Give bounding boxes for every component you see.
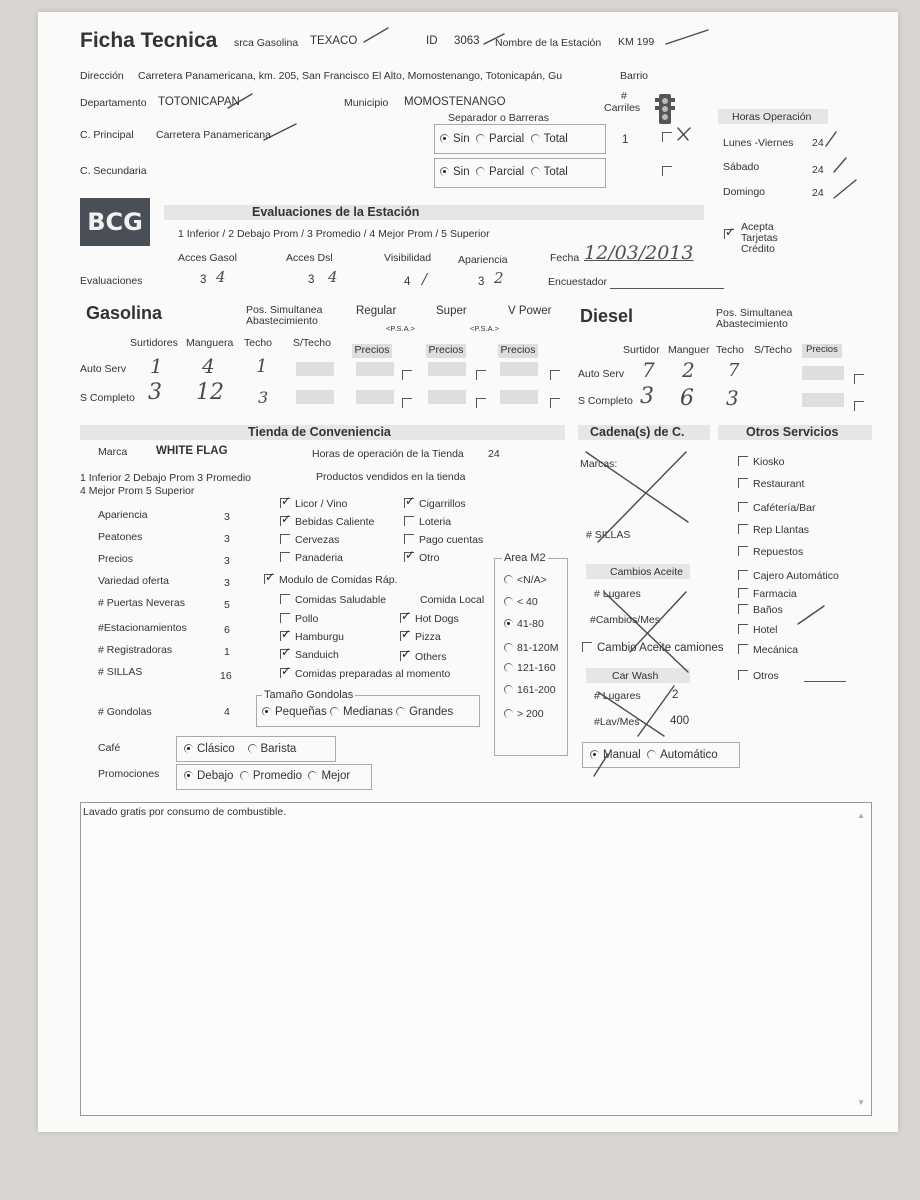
scroll-up-icon[interactable]: ▲ — [857, 811, 865, 820]
metric-neveras-label: # Puertas Neveras — [98, 597, 185, 609]
col-acces-gasol: Acces Gasol — [178, 252, 237, 264]
psa-2: <P.S.A.> — [470, 324, 500, 333]
psa-1: <P.S.A.> — [386, 324, 416, 333]
tienda-horas-label: Horas de operación de la Tienda — [312, 448, 464, 460]
col-surtidores: Surtidores — [130, 337, 178, 349]
eval-printed-3[interactable]: 4 — [404, 276, 411, 288]
gas-row2-manguera[interactable]: 12 — [196, 380, 224, 405]
precios-regular: Precios — [352, 344, 392, 358]
cambios-lugares-label: # Lugares — [594, 588, 641, 600]
horas-day-3: Domingo — [723, 186, 766, 198]
gas-row2-label: S Completo — [80, 392, 135, 404]
eval-printed-1[interactable]: 3 — [200, 274, 207, 286]
tienda-scale-1: 1 Inferior 2 Debajo Prom 3 Promedio — [80, 472, 251, 484]
area-option-41-80[interactable]: 41-80 — [504, 618, 544, 630]
gas-row1-label: Auto Serv — [80, 363, 127, 375]
prod-loteria[interactable]: Loteria — [404, 516, 451, 528]
metric-registradoras-value[interactable]: 1 — [224, 646, 230, 658]
eval-hand-1: 4 — [216, 268, 226, 286]
marcas-label: Marcas: — [580, 458, 618, 470]
horas-value-2[interactable]: 24 — [812, 164, 824, 176]
gas-row2-check-regular[interactable] — [402, 394, 417, 412]
precios-vpower: Precios — [498, 344, 538, 358]
area-option-na[interactable]: <N/A> — [504, 574, 547, 586]
radio-medianas[interactable] — [330, 707, 339, 716]
radio-grandes[interactable] — [396, 707, 405, 716]
otro-rep-llantas[interactable]: Rep Llantas — [738, 524, 809, 536]
cafe-label: Café — [98, 742, 121, 754]
radio-clasico[interactable] — [184, 744, 193, 753]
col-techo-dsl: Techo — [716, 344, 745, 356]
gas-row2-check-super[interactable] — [476, 394, 491, 412]
horas-value-1[interactable]: 24 — [812, 137, 824, 149]
comida-preparadas[interactable]: ✓Comidas preparadas al momento — [280, 668, 450, 680]
gas-row1-stecho[interactable] — [296, 362, 334, 376]
encuestador-field[interactable] — [610, 288, 724, 289]
depto-value[interactable]: TOTONICAPAN — [158, 96, 240, 108]
cafe-options[interactable]: Clásico Barista — [184, 743, 296, 755]
promo-options[interactable]: Debajo Promedio Mejor — [184, 770, 350, 782]
radio-promedio[interactable] — [240, 771, 249, 780]
dsl-row1-check[interactable] — [854, 370, 869, 388]
precios-super: Precios — [426, 344, 466, 358]
cw-options[interactable]: Manual Automático — [590, 749, 718, 761]
metric-precios-label: Precios — [98, 553, 134, 565]
gas-row1-price-super[interactable] — [428, 362, 466, 376]
carril-checkbox-1[interactable] — [662, 128, 677, 146]
cadena-title: Cadena(s) de C. — [590, 425, 685, 439]
eval-hand-2: 4 — [328, 268, 338, 286]
direccion-value[interactable]: Carretera Panamericana, km. 205, San Francisco El Alto, Momostenango, Totonicapán, Gu — [138, 70, 563, 82]
radio-pequenas[interactable] — [262, 707, 271, 716]
eval-hand-4: 2 — [494, 269, 504, 287]
gas-row1-price-regular[interactable] — [356, 362, 394, 376]
dsl-row1-surtidor[interactable]: 7 — [642, 358, 655, 382]
col-acces-dsl: Acces Dsl — [286, 252, 333, 264]
area-title: Area M2 — [504, 552, 546, 564]
dsl-row2-price[interactable] — [802, 393, 844, 407]
otro-banos[interactable]: Baños — [738, 604, 783, 616]
metric-estacionamientos-label: #Estacionamientos — [98, 622, 187, 634]
gas-row1-manguera[interactable]: 4 — [202, 354, 215, 378]
metric-estacionamientos-value[interactable]: 6 — [224, 624, 230, 636]
gasolina-pos-label: Pos. Simultanea Abastecimiento — [246, 304, 323, 327]
evaluaciones-scale: 1 Inferior / 2 Debajo Prom / 3 Promedio / 4 Mejor Prom / 5 Superior — [178, 228, 490, 240]
marca-value[interactable]: TEXACO — [310, 35, 358, 47]
tienda-marca-label: Marca — [98, 446, 128, 458]
col-manguera: Manguera — [186, 337, 234, 349]
metric-peatones-label: Peatones — [98, 531, 143, 543]
direccion-label: Dirección — [80, 70, 124, 82]
dsl-row1-price[interactable] — [802, 366, 844, 380]
otro-mecanica[interactable]: Mecánica — [738, 644, 798, 656]
municipio-label: Municipio — [344, 97, 389, 109]
horas-value-3[interactable]: 24 — [812, 187, 824, 199]
gondolas-title: Tamaño Gondolas — [264, 689, 354, 701]
traffic-light-icon — [654, 92, 676, 131]
comida-local[interactable]: Comida Local — [420, 594, 485, 606]
dsl-row2-label: S Completo — [578, 395, 633, 407]
metric-neveras-value[interactable]: 5 — [224, 599, 230, 611]
radio-barista[interactable] — [248, 744, 257, 753]
metric-sillas-label: # SILLAS — [98, 666, 143, 678]
municipio-value[interactable]: MOMOSTENANGO — [404, 96, 506, 108]
metric-gondolas-value[interactable]: 4 — [224, 706, 230, 718]
dsl-row1-label: Auto Serv — [578, 368, 625, 380]
gas-row1-techo[interactable]: 1 — [256, 356, 268, 377]
comida-hot-dogs[interactable]: ✓ Hot Dogs — [400, 613, 459, 625]
dsl-row1-techo[interactable]: 7 — [728, 360, 740, 381]
col-manguer: Manguer — [668, 344, 710, 356]
gas-row2-price-vpower[interactable] — [500, 390, 538, 404]
otro-hotel[interactable]: Hotel — [738, 624, 778, 636]
tienda-marca-value[interactable]: WHITE FLAG — [156, 445, 228, 457]
otro-kiosko[interactable]: Kiosko — [738, 456, 785, 468]
gas-row1-check-regular[interactable] — [402, 366, 417, 384]
otro-otros[interactable]: Otros — [738, 670, 779, 682]
carriles-value[interactable]: 1 — [622, 134, 629, 146]
separador-options-1[interactable]: Sin Parcial Total — [440, 133, 568, 145]
tarjetas-checkbox[interactable] — [724, 225, 739, 243]
radio-total-1[interactable] — [531, 134, 540, 143]
dsl-row2-check[interactable] — [854, 397, 869, 415]
area-group — [494, 558, 568, 756]
gas-row2-stecho[interactable] — [296, 390, 334, 404]
principal-label: C. Principal — [80, 129, 134, 141]
evaluaciones-row-label: Evaluaciones — [80, 275, 143, 287]
dsl-row2-techo[interactable]: 3 — [726, 386, 739, 410]
id-value[interactable]: 3063 — [454, 35, 480, 47]
comida-hamburgu[interactable]: ✓Hamburgu — [280, 631, 344, 643]
carriles-hash: # — [621, 90, 627, 102]
area-option-200[interactable]: > 200 — [504, 708, 544, 720]
productos-title: Productos vendidos en la tienda — [316, 471, 466, 483]
estacion-label: Nombre de la Estación — [495, 37, 602, 49]
cw-mes-label: #Lav/Mes — [594, 716, 640, 728]
metric-registradoras-label: # Registradoras — [98, 644, 173, 656]
tienda-horas-value[interactable]: 24 — [488, 448, 500, 460]
metric-variedad-value[interactable]: 3 — [224, 577, 230, 589]
gas-row2-surtidores[interactable]: 3 — [148, 380, 162, 405]
secundaria-label: C. Secundaria — [80, 165, 147, 177]
eval-hand-3: / — [422, 270, 428, 288]
product-vpower: V Power — [508, 305, 552, 317]
dsl-row2-manguer[interactable]: 6 — [680, 386, 694, 411]
cambios-title: Cambios Aceite — [610, 566, 683, 578]
area-option-81-120[interactable]: 81-120M — [504, 642, 558, 654]
cambios-mes-label: #Cambios/Mes — [590, 614, 661, 626]
otro-restaurant[interactable]: Restaurant — [738, 478, 804, 490]
gas-row1-check-vpower[interactable] — [550, 366, 565, 384]
evaluaciones-bar — [164, 205, 704, 220]
gas-row2-check-vpower[interactable] — [550, 394, 565, 412]
prod-cigarrillos[interactable]: ✓ Cigarrillos — [404, 498, 466, 510]
diesel-pos-label: Pos. Simultanea Abastecimiento — [716, 307, 793, 330]
horas-day-2: Sábado — [723, 161, 760, 173]
diesel-precios: Precios — [802, 344, 842, 358]
gas-row2-price-super[interactable] — [428, 390, 466, 404]
separador-options-2[interactable]: Sin Parcial Total — [440, 166, 568, 178]
metric-peatones-value[interactable]: 3 — [224, 533, 230, 545]
prod-licor[interactable]: ✓Licor / Vino — [280, 498, 347, 510]
radio-debajo[interactable] — [184, 771, 193, 780]
radio-parcial-2[interactable] — [476, 167, 485, 176]
carriles-label: Carriles — [604, 102, 641, 114]
col-stecho: S/Techo — [293, 337, 331, 349]
radio-manual[interactable] — [590, 750, 599, 759]
dsl-row1-manguer[interactable]: 2 — [682, 358, 695, 382]
otro-farmacia[interactable]: Farmacia — [738, 588, 797, 600]
form-title: Ficha Tecnica — [80, 29, 218, 52]
area-option-121-160[interactable]: 121-160 — [504, 662, 556, 674]
gas-row2-price-regular[interactable] — [356, 390, 394, 404]
otro-repuestos[interactable]: Repuestos — [738, 546, 803, 558]
comida-sanduich[interactable]: ✓Sanduich — [280, 649, 339, 661]
diesel-title: Diesel — [580, 306, 634, 326]
radio-parcial-1[interactable] — [476, 134, 485, 143]
otro-cafeteria[interactable]: Cafétería/Bar — [738, 502, 815, 514]
comida-saludable[interactable]: Comidas Saludable — [280, 594, 386, 606]
fecha-value[interactable]: 12/03/2013 — [584, 242, 694, 264]
carwash-title: Car Wash — [612, 670, 659, 682]
metric-variedad-label: Variedad oferta — [98, 575, 170, 587]
gas-row2-techo[interactable]: 3 — [258, 388, 269, 407]
fecha-label: Fecha — [550, 252, 580, 264]
prod-panaderia[interactable]: Panaderia — [280, 552, 343, 564]
otros-title: Otros Servicios — [746, 425, 839, 439]
col-techo: Techo — [244, 337, 273, 349]
col-visibilidad: Visibilidad — [384, 252, 432, 264]
principal-value[interactable]: Carretera Panamericana — [156, 129, 271, 141]
cadena-sillas-label: # SILLAS — [586, 529, 631, 541]
prod-bebidas[interactable]: ✓Bebidas Caliente — [280, 516, 374, 528]
radio-total-2[interactable] — [531, 167, 540, 176]
notes-text: Lavado gratis por consumo de combustible. — [83, 806, 287, 818]
comida-others[interactable]: ✓ Others — [400, 651, 447, 663]
metric-sillas-value[interactable]: 16 — [220, 670, 232, 682]
gasolina-title: Gasolina — [86, 303, 163, 323]
encuestador-label: Encuestador — [548, 276, 607, 288]
tarjetas-label: Acepta Tarjetas Crédito — [741, 221, 778, 255]
metric-precios-value[interactable]: 3 — [224, 555, 230, 567]
col-stecho-dsl: S/Techo — [754, 344, 792, 356]
cw-mes-value[interactable]: 400 — [670, 715, 690, 727]
product-regular: Regular — [356, 305, 397, 317]
radio-sin-2[interactable] — [440, 167, 449, 176]
estacion-value[interactable]: KM 199 — [618, 36, 655, 48]
comida-pizza[interactable]: ✓ Pizza — [400, 631, 441, 643]
notes-textarea[interactable] — [80, 802, 872, 1116]
tienda-title: Tienda de Conveniencia — [248, 425, 391, 439]
scroll-down-icon[interactable]: ▼ — [857, 1098, 865, 1107]
gas-row1-check-super[interactable] — [476, 366, 491, 384]
id-label: ID — [426, 35, 438, 47]
col-apariencia: Apariencia — [458, 254, 508, 266]
dsl-row2-surtidor[interactable]: 3 — [640, 384, 654, 409]
carril-checkbox-2[interactable] — [662, 162, 677, 180]
gas-row1-price-vpower[interactable] — [500, 362, 538, 376]
radio-sin-1[interactable] — [440, 134, 449, 143]
promo-label: Promociones — [98, 768, 160, 780]
horas-title: Horas Operación — [732, 111, 812, 123]
modulo-comidas[interactable]: ✓Modulo de Comidas Ráp. — [264, 574, 397, 586]
prod-cervezas[interactable]: Cervezas — [280, 534, 339, 546]
prod-pago-cuentas[interactable]: Pago cuentas — [404, 534, 483, 546]
metric-apariencia-value[interactable]: 3 — [224, 511, 230, 523]
evaluaciones-title: Evaluaciones de la Estación — [252, 205, 420, 219]
barrio-label: Barrio — [620, 70, 649, 82]
gondolas-options[interactable]: Pequeñas Medianas Grandes — [262, 706, 453, 718]
separador-label: Separador o Barreras — [448, 112, 549, 124]
otros-blank-line[interactable] — [804, 681, 846, 682]
form-sheet — [38, 12, 898, 1132]
area-option-40[interactable]: < 40 — [504, 596, 538, 608]
horas-day-1: Lunes -Viernes — [723, 137, 794, 149]
prod-otro[interactable]: ✓ Otro — [404, 552, 439, 564]
depto-label: Departamento — [80, 97, 147, 109]
radio-automatico[interactable] — [647, 750, 656, 759]
radio-mejor[interactable] — [308, 771, 317, 780]
metric-apariencia-label: Apariencia — [98, 509, 148, 521]
eval-printed-2[interactable]: 3 — [308, 274, 315, 286]
area-option-161-200[interactable]: 161-200 — [504, 684, 556, 696]
comida-pollo[interactable]: Pollo — [280, 613, 318, 625]
eval-printed-4[interactable]: 3 — [478, 276, 485, 288]
marca-label: srca Gasolina — [234, 37, 299, 49]
product-super: Super — [436, 305, 467, 317]
cw-lugares-value[interactable]: 2 — [672, 689, 679, 701]
otro-cajero[interactable]: Cajero Automático — [738, 570, 839, 582]
camiones-checkbox[interactable]: Cambio Aceite camiones — [582, 642, 724, 654]
gas-row1-surtidores[interactable]: 1 — [150, 354, 163, 378]
metric-gondolas-label: # Gondolas — [98, 706, 152, 718]
col-surtidor: Surtidor — [623, 344, 660, 356]
bcg-logo: BCG — [80, 198, 150, 246]
cw-lugares-label: # Lugares — [594, 690, 641, 702]
tienda-scale-2: 4 Mejor Prom 5 Superior — [80, 485, 195, 497]
